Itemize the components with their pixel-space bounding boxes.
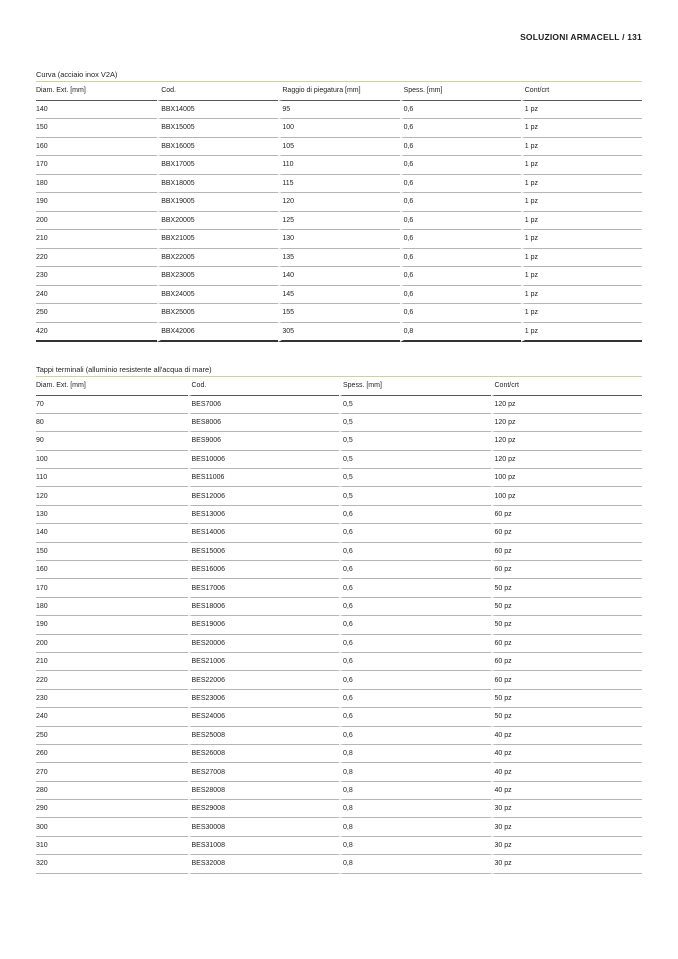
table-cell: 0,6 xyxy=(400,267,521,286)
table-cell: 240 xyxy=(36,708,188,726)
table-cell: BBX42006 xyxy=(157,323,278,343)
table-cell: 70 xyxy=(36,396,188,414)
table-row xyxy=(36,690,642,708)
table-cell: 0,6 xyxy=(400,175,521,194)
table-cell: BES32008 xyxy=(188,855,340,873)
table-cell: 240 xyxy=(36,286,157,305)
table-cell: BES28008 xyxy=(188,782,340,800)
table-cell: 0,6 xyxy=(400,286,521,305)
table-cell: 200 xyxy=(36,212,157,231)
table-cell: 1 pz xyxy=(521,175,642,194)
table-row xyxy=(36,101,642,120)
table-cell: 1 pz xyxy=(521,138,642,157)
table-row xyxy=(36,212,642,231)
table-row xyxy=(36,249,642,268)
table-cell: 0,6 xyxy=(339,506,491,524)
table-cell: 160 xyxy=(36,561,188,579)
table-cell: 250 xyxy=(36,727,188,745)
table-row xyxy=(36,138,642,157)
table-cell: 115 xyxy=(278,175,399,194)
table-row xyxy=(36,837,642,855)
table-cell: BBX19005 xyxy=(157,193,278,212)
table-cell: 40 pz xyxy=(491,745,643,763)
table-row xyxy=(36,598,642,616)
table-row xyxy=(36,818,642,836)
table-cell: BES13006 xyxy=(188,506,340,524)
table-cell: 0,6 xyxy=(339,579,491,597)
table-cell: 90 xyxy=(36,432,188,450)
table-cell: 60 pz xyxy=(491,561,643,579)
table-cell: BBX17005 xyxy=(157,156,278,175)
table-cell: BES26008 xyxy=(188,745,340,763)
table-row xyxy=(36,156,642,175)
table-cell: BES17006 xyxy=(188,579,340,597)
table-cell: 145 xyxy=(278,286,399,305)
table-cell: 140 xyxy=(36,524,188,542)
table-cell: BBX24005 xyxy=(157,286,278,305)
table-cell: 0,6 xyxy=(339,635,491,653)
table-row xyxy=(36,432,642,450)
table-header-row xyxy=(36,82,642,101)
table-cell: 40 pz xyxy=(491,763,643,781)
table-cell: 170 xyxy=(36,156,157,175)
table-row xyxy=(36,524,642,542)
table-cell: BBX25005 xyxy=(157,304,278,323)
table-cell: 310 xyxy=(36,837,188,855)
column-header: Raggio di piegatura [mm] xyxy=(278,82,399,101)
table-cell: BES16006 xyxy=(188,561,340,579)
table-cell: 50 pz xyxy=(491,579,643,597)
table-cell: BES23006 xyxy=(188,690,340,708)
table-cell: 0,6 xyxy=(400,101,521,120)
table-cell: 230 xyxy=(36,690,188,708)
table-row xyxy=(36,119,642,138)
table-cell: 0,8 xyxy=(339,800,491,818)
tappi-table-title: Tappi terminali (alluminio resistente all'acqua di mare) xyxy=(36,363,642,377)
table-cell: 80 xyxy=(36,414,188,432)
column-header: Cod. xyxy=(157,82,278,101)
table-row xyxy=(36,396,642,414)
table-cell: 190 xyxy=(36,616,188,634)
table-cell: BBX16005 xyxy=(157,138,278,157)
table-cell: 220 xyxy=(36,671,188,689)
table-cell: 120 xyxy=(36,487,188,505)
table-row xyxy=(36,487,642,505)
table-cell: 105 xyxy=(278,138,399,157)
table-cell: 120 xyxy=(278,193,399,212)
table-cell: 1 pz xyxy=(521,101,642,120)
table-cell: BBX18005 xyxy=(157,175,278,194)
table-cell: 0,6 xyxy=(339,524,491,542)
table-cell: 150 xyxy=(36,543,188,561)
table-cell: 1 pz xyxy=(521,323,642,343)
column-header: Spess. [mm] xyxy=(400,82,521,101)
table-cell: BES12006 xyxy=(188,487,340,505)
table-cell: 120 pz xyxy=(491,432,643,450)
table-cell: BES8006 xyxy=(188,414,340,432)
curva-table xyxy=(36,82,642,342)
table-cell: 120 pz xyxy=(491,451,643,469)
table-row xyxy=(36,727,642,745)
table-cell: BES30008 xyxy=(188,818,340,836)
table-cell: 0,6 xyxy=(339,708,491,726)
table-cell: 1 pz xyxy=(521,267,642,286)
table-cell: 30 pz xyxy=(491,818,643,836)
table-cell: 95 xyxy=(278,101,399,120)
tappi-table xyxy=(36,377,642,874)
table-row xyxy=(36,506,642,524)
table-row xyxy=(36,855,642,873)
table-row xyxy=(36,708,642,726)
table-cell: 0,6 xyxy=(400,230,521,249)
column-header: Diam. Ext. [mm] xyxy=(36,82,157,101)
table-cell: BBX15005 xyxy=(157,119,278,138)
table-cell: 190 xyxy=(36,193,157,212)
table-cell: 30 pz xyxy=(491,800,643,818)
table-cell: BES11006 xyxy=(188,469,340,487)
table-cell: BBX14005 xyxy=(157,101,278,120)
table-cell: 0,5 xyxy=(339,396,491,414)
table-cell: BES22006 xyxy=(188,671,340,689)
table-cell: 250 xyxy=(36,304,157,323)
table-cell: 1 pz xyxy=(521,156,642,175)
table-cell: 100 xyxy=(278,119,399,138)
table-cell: 120 pz xyxy=(491,396,643,414)
table-cell: 1 pz xyxy=(521,230,642,249)
table-row xyxy=(36,763,642,781)
table-cell: BES18006 xyxy=(188,598,340,616)
table-cell: BBX23005 xyxy=(157,267,278,286)
table-cell: BES21006 xyxy=(188,653,340,671)
table-cell: 40 pz xyxy=(491,727,643,745)
table-row xyxy=(36,616,642,634)
table-cell: 50 pz xyxy=(491,708,643,726)
table-cell: 0,8 xyxy=(339,818,491,836)
table-row xyxy=(36,230,642,249)
table-cell: 230 xyxy=(36,267,157,286)
table-cell: 180 xyxy=(36,598,188,616)
table-cell: BES31008 xyxy=(188,837,340,855)
table-row xyxy=(36,561,642,579)
table-cell: 1 pz xyxy=(521,119,642,138)
table-cell: 120 pz xyxy=(491,414,643,432)
curva-table-title: Curva (acciaio inox V2A) xyxy=(36,68,642,82)
table-cell: 290 xyxy=(36,800,188,818)
table-cell: 0,8 xyxy=(339,782,491,800)
column-header: Spess. [mm] xyxy=(339,377,491,396)
table-row xyxy=(36,579,642,597)
table-cell: BES14006 xyxy=(188,524,340,542)
table-row xyxy=(36,800,642,818)
column-header: Cont/crt xyxy=(521,82,642,101)
table-cell: BES29008 xyxy=(188,800,340,818)
table-cell: 1 pz xyxy=(521,193,642,212)
table-cell: 160 xyxy=(36,138,157,157)
table-cell: 0,6 xyxy=(339,671,491,689)
table-row xyxy=(36,286,642,305)
table-row xyxy=(36,193,642,212)
table-cell: 1 pz xyxy=(521,249,642,268)
table-cell: BES7006 xyxy=(188,396,340,414)
table-cell: 100 pz xyxy=(491,469,643,487)
table-row xyxy=(36,469,642,487)
table-cell: 0,6 xyxy=(339,727,491,745)
table-cell: 130 xyxy=(36,506,188,524)
table-cell: 260 xyxy=(36,745,188,763)
table-cell: 150 xyxy=(36,119,157,138)
table-row xyxy=(36,267,642,286)
column-header: Cod. xyxy=(188,377,340,396)
table-cell: 100 pz xyxy=(491,487,643,505)
table-cell: 280 xyxy=(36,782,188,800)
table-row xyxy=(36,635,642,653)
table-cell: 0,6 xyxy=(400,119,521,138)
table-cell: 0,6 xyxy=(339,598,491,616)
table-cell: BES24006 xyxy=(188,708,340,726)
table-cell: BBX22005 xyxy=(157,249,278,268)
table-cell: 100 xyxy=(36,451,188,469)
column-header: Diam. Ext. [mm] xyxy=(36,377,188,396)
table-cell: 60 pz xyxy=(491,506,643,524)
table-row xyxy=(36,745,642,763)
table-cell: 0,5 xyxy=(339,487,491,505)
table-cell: 0,6 xyxy=(400,156,521,175)
table-cell: 0,6 xyxy=(400,138,521,157)
table-cell: 210 xyxy=(36,653,188,671)
table-header-row xyxy=(36,377,642,396)
table-cell: 60 pz xyxy=(491,671,643,689)
table-cell: 110 xyxy=(36,469,188,487)
table-cell: 0,6 xyxy=(339,616,491,634)
table-row xyxy=(36,671,642,689)
table-cell: 140 xyxy=(278,267,399,286)
table-cell: 30 pz xyxy=(491,837,643,855)
table-cell: 180 xyxy=(36,175,157,194)
table-cell: BES25008 xyxy=(188,727,340,745)
table-cell: 60 pz xyxy=(491,635,643,653)
table-row xyxy=(36,653,642,671)
curva-section xyxy=(36,68,642,342)
table-cell: BES10006 xyxy=(188,451,340,469)
table-cell: 60 pz xyxy=(491,524,643,542)
table-cell: 0,8 xyxy=(339,855,491,873)
table-cell: 60 pz xyxy=(491,543,643,561)
table-cell: BES9006 xyxy=(188,432,340,450)
table-cell: 1 pz xyxy=(521,212,642,231)
table-cell: 0,8 xyxy=(339,837,491,855)
table-cell: 0,5 xyxy=(339,451,491,469)
table-cell: BES27008 xyxy=(188,763,340,781)
table-row xyxy=(36,175,642,194)
table-cell: 0,6 xyxy=(400,193,521,212)
table-cell: 0,8 xyxy=(400,323,521,343)
table-cell: 50 pz xyxy=(491,598,643,616)
table-cell: 40 pz xyxy=(491,782,643,800)
table-cell: 0,6 xyxy=(339,561,491,579)
table-cell: 30 pz xyxy=(491,855,643,873)
table-cell: 0,5 xyxy=(339,432,491,450)
table-cell: BES20006 xyxy=(188,635,340,653)
table-cell: 140 xyxy=(36,101,157,120)
table-cell: 110 xyxy=(278,156,399,175)
table-cell: 135 xyxy=(278,249,399,268)
table-cell: 0,5 xyxy=(339,469,491,487)
table-cell: 155 xyxy=(278,304,399,323)
table-cell: 50 pz xyxy=(491,690,643,708)
table-cell: 210 xyxy=(36,230,157,249)
table-cell: 0,6 xyxy=(400,212,521,231)
table-row xyxy=(36,782,642,800)
table-cell: 0,6 xyxy=(339,653,491,671)
table-cell: 0,6 xyxy=(400,304,521,323)
table-cell: BES19006 xyxy=(188,616,340,634)
table-cell: 50 pz xyxy=(491,616,643,634)
table-cell: 200 xyxy=(36,635,188,653)
table-cell: 0,6 xyxy=(339,690,491,708)
table-cell: 220 xyxy=(36,249,157,268)
table-row xyxy=(36,451,642,469)
table-cell: 1 pz xyxy=(521,286,642,305)
table-cell: 320 xyxy=(36,855,188,873)
table-cell: 1 pz xyxy=(521,304,642,323)
table-row xyxy=(36,323,642,343)
column-header: Cont/crt xyxy=(491,377,643,396)
table-row xyxy=(36,543,642,561)
table-row xyxy=(36,304,642,323)
table-cell: 125 xyxy=(278,212,399,231)
table-cell: 305 xyxy=(278,323,399,343)
table-cell: 60 pz xyxy=(491,653,643,671)
table-cell: 130 xyxy=(278,230,399,249)
page-header: SOLUZIONI ARMACELL / 131 xyxy=(520,32,642,42)
table-cell: BBX20005 xyxy=(157,212,278,231)
table-cell: 0,6 xyxy=(339,543,491,561)
table-cell: 420 xyxy=(36,323,157,343)
table-cell: 0,8 xyxy=(339,763,491,781)
table-cell: BBX21005 xyxy=(157,230,278,249)
table-cell: BES15006 xyxy=(188,543,340,561)
table-cell: 170 xyxy=(36,579,188,597)
table-cell: 300 xyxy=(36,818,188,836)
table-row xyxy=(36,414,642,432)
table-cell: 0,8 xyxy=(339,745,491,763)
table-cell: 270 xyxy=(36,763,188,781)
table-cell: 0,6 xyxy=(400,249,521,268)
table-cell: 0,5 xyxy=(339,414,491,432)
tappi-section xyxy=(36,363,642,874)
